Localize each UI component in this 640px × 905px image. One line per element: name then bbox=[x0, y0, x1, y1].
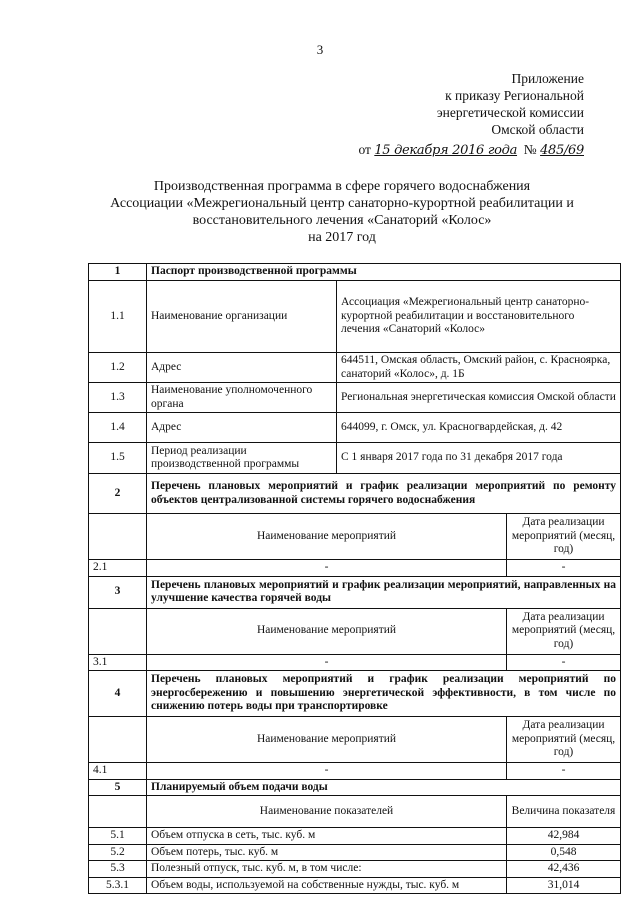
order-reference bbox=[358, 142, 584, 158]
section-number: 4 bbox=[89, 671, 147, 717]
section-title: Перечень плановых мероприятий и график реализации мероприятий по ремонту объектов централизованной системы горячего водоснабжения bbox=[147, 474, 621, 514]
title-line: Ассоциации «Межрегиональный центр санаторно-курортной реабилитации и bbox=[110, 196, 574, 211]
table-row bbox=[89, 413, 621, 443]
row-number: 4.1 bbox=[89, 763, 147, 780]
row-value: 0,548 bbox=[507, 844, 621, 861]
row-name: - bbox=[147, 560, 507, 577]
row-number: 1.2 bbox=[89, 353, 147, 383]
row-name: Полезный отпуск, тыс. куб. м, в том числе: bbox=[147, 861, 507, 878]
row-value: С 1 января 2017 года по 31 декабря 2017 года bbox=[337, 443, 621, 474]
order-number-prefix: № bbox=[523, 142, 537, 157]
section-header-row bbox=[89, 671, 621, 717]
row-number: 2.1 bbox=[89, 560, 147, 577]
table-row bbox=[89, 353, 621, 383]
title-line: Производственная программа в сфере горячего водоснабжения bbox=[153, 179, 531, 194]
appendix-line: к приказу Региональной bbox=[445, 88, 584, 103]
empty-cell bbox=[89, 514, 147, 560]
empty-cell bbox=[89, 796, 147, 828]
section-title: Перечень плановых мероприятий и график реализации мероприятий по энергосбережению и повышению энергетической эффективности, в том числе по снижению потерь воды при транспортировке bbox=[147, 671, 621, 717]
column-header-row bbox=[89, 514, 621, 560]
column-header-date: Дата реализации мероприятий (месяц, год) bbox=[507, 514, 621, 560]
appendix-header bbox=[437, 70, 584, 138]
row-date: - bbox=[507, 560, 621, 577]
row-label: Адрес bbox=[147, 353, 337, 383]
row-name: Объем потерь, тыс. куб. м bbox=[147, 844, 507, 861]
table-row bbox=[89, 877, 621, 894]
row-value: 31,014 bbox=[507, 877, 621, 894]
row-number: 1.1 bbox=[89, 281, 147, 353]
column-header-date: Дата реализации мероприятий (месяц, год) bbox=[507, 717, 621, 763]
title-line: на 2017 год bbox=[308, 230, 376, 245]
row-date: - bbox=[507, 654, 621, 671]
section-title: Перечень плановых мероприятий и график реализации мероприятий, направленных на улучшение качества горячей воды bbox=[147, 576, 621, 608]
table-row bbox=[89, 383, 621, 413]
row-name: Объем воды, используемой на собственные нужды, тыс. куб. м bbox=[147, 877, 507, 894]
table-row bbox=[89, 443, 621, 474]
row-value: Ассоциация «Межрегиональный центр санаторно-курортной реабилитации и восстановительного лечения «Санаторий «Колос» bbox=[337, 281, 621, 353]
appendix-line: Приложение bbox=[511, 71, 584, 86]
table-row bbox=[89, 844, 621, 861]
document-title bbox=[62, 178, 622, 246]
order-number-handwritten: 485/69 bbox=[540, 143, 584, 158]
section-number: 1 bbox=[89, 264, 147, 281]
section-header-row bbox=[89, 576, 621, 608]
row-value: 42,984 bbox=[507, 828, 621, 845]
order-prefix: от bbox=[358, 142, 371, 157]
row-number: 1.3 bbox=[89, 383, 147, 413]
empty-cell bbox=[89, 717, 147, 763]
section-header-row bbox=[89, 474, 621, 514]
table-row bbox=[89, 861, 621, 878]
column-header-name: Наименование мероприятий bbox=[147, 608, 507, 654]
row-label: Наименование организации bbox=[147, 281, 337, 353]
table-row bbox=[89, 560, 621, 577]
row-value: Региональная энергетическая комиссия Омской области bbox=[337, 383, 621, 413]
appendix-line: энергетической комиссии bbox=[436, 105, 584, 120]
row-value: 42,436 bbox=[507, 861, 621, 878]
row-label: Адрес bbox=[147, 413, 337, 443]
section-number: 5 bbox=[89, 779, 147, 796]
table-row bbox=[89, 828, 621, 845]
column-header-name: Наименование показателей bbox=[147, 796, 507, 828]
section-header-row bbox=[89, 779, 621, 796]
row-number: 5.3 bbox=[89, 861, 147, 878]
section-number: 3 bbox=[89, 576, 147, 608]
row-date: - bbox=[507, 763, 621, 780]
row-number: 3.1 bbox=[89, 654, 147, 671]
column-header-date: Дата реализации мероприятий (месяц, год) bbox=[507, 608, 621, 654]
row-label: Период реализации производственной программы bbox=[147, 443, 337, 474]
title-line: восстановительного лечения «Санаторий «Колос» bbox=[192, 213, 492, 228]
column-header-value: Величина показателя bbox=[507, 796, 621, 828]
order-date-handwritten: 15 декабря 2016 года bbox=[374, 143, 518, 158]
row-name: Объем отпуска в сеть, тыс. куб. м bbox=[147, 828, 507, 845]
table-row bbox=[89, 654, 621, 671]
row-number: 1.4 bbox=[89, 413, 147, 443]
column-header-row bbox=[89, 717, 621, 763]
appendix-line: Омской области bbox=[491, 122, 584, 137]
section-title: Паспорт производственной программы bbox=[147, 264, 621, 281]
row-label: Наименование уполномоченного органа bbox=[147, 383, 337, 413]
empty-cell bbox=[89, 608, 147, 654]
row-number: 5.3.1 bbox=[89, 877, 147, 894]
row-value: 644099, г. Омск, ул. Красногвардейская, д. 42 bbox=[337, 413, 621, 443]
row-number: 5.1 bbox=[89, 828, 147, 845]
column-header-row bbox=[89, 608, 621, 654]
row-name: - bbox=[147, 654, 507, 671]
row-value: 644511, Омская область, Омский район, с. Красноярка, санаторий «Колос», д. 1Б bbox=[337, 353, 621, 383]
page-number: 3 bbox=[316, 42, 324, 57]
section-number: 2 bbox=[89, 474, 147, 514]
table-row bbox=[89, 763, 621, 780]
row-name: - bbox=[147, 763, 507, 780]
table-row bbox=[89, 281, 621, 353]
section-header-row bbox=[89, 264, 621, 281]
row-number: 5.2 bbox=[89, 844, 147, 861]
column-header-name: Наименование мероприятий bbox=[147, 514, 507, 560]
column-header-row bbox=[89, 796, 621, 828]
column-header-name: Наименование мероприятий bbox=[147, 717, 507, 763]
program-table bbox=[88, 263, 621, 894]
section-title: Планируемый объем подачи воды bbox=[147, 779, 621, 796]
row-number: 1.5 bbox=[89, 443, 147, 474]
